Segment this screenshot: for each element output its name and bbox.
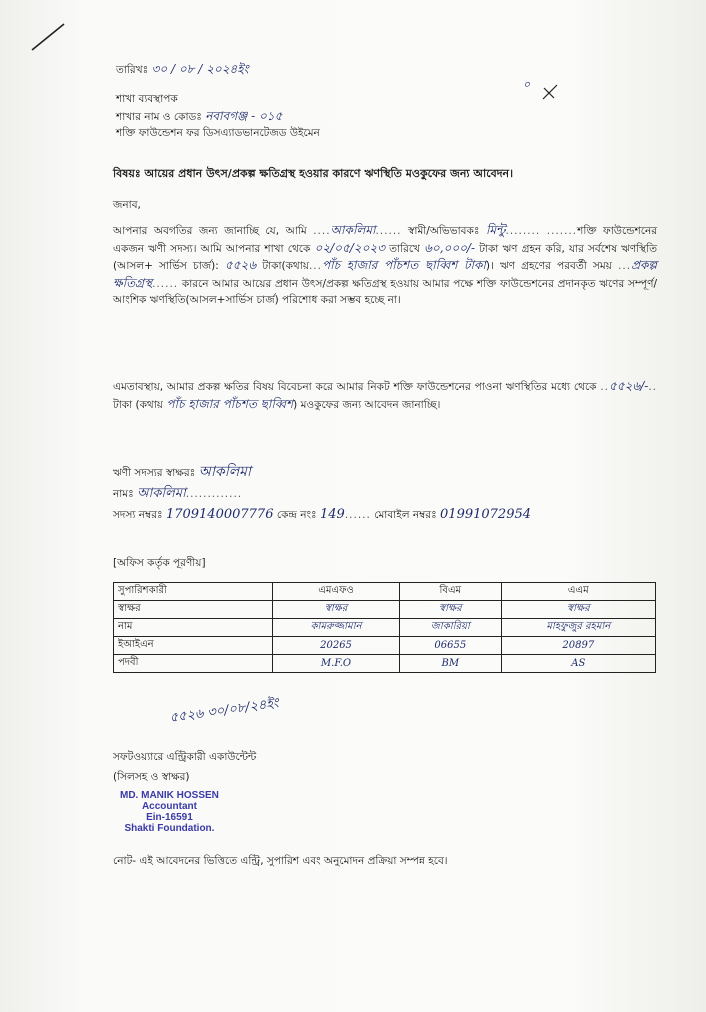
member-signature-line: [113, 465, 251, 480]
row-label: স্বাক্ষর: [114, 601, 273, 619]
table-cell: স্বাক্ষর: [273, 601, 400, 619]
accountant-stamp: [120, 790, 219, 834]
body-paragraph-2: এমতাবস্থায়, আমার প্রকল্প ক্ষতির বিষয় বিবেচনা করে আমার নিকট শক্তি ফাউন্ডেশনের পাওনা ঋণস্থিতির মধ্যে থেকে ..৫৫২৬/-.. টাকা (কথায় পাঁচ হাজার পাঁচশত ছাব্বিশ) মওকুফের জন্য আবেদন জানাচ্ছি।: [113, 379, 657, 411]
guardian-fill: মিন্টু: [485, 223, 506, 237]
table-cell: M.F.O: [273, 655, 400, 673]
margin-note: ০: [523, 78, 531, 91]
mobile-label: মোবাইল নম্বরঃ: [374, 509, 437, 521]
branch-line: [116, 109, 282, 124]
stamp-line: MD. MANIK HOSSEN: [120, 790, 219, 801]
balance-fill: ৫৫২৬: [224, 258, 257, 272]
table-cell: AS: [501, 655, 655, 673]
office-use-label: [অফিস কর্তৃক পূরণীয়]: [113, 557, 206, 569]
margin-cross-mark: [540, 82, 560, 102]
row-label: ইআইএন: [114, 637, 273, 655]
branch-value: নবাবগঞ্জ - ০১৫: [205, 109, 283, 123]
accountant-date-note: ৫৫২৬ ৩০/০৮/২৪ইং: [168, 695, 280, 726]
center-label: কেন্দ্র নংঃ: [276, 509, 317, 521]
member-name-fill: আকলিমা: [330, 223, 376, 237]
table-header-row: [114, 583, 656, 601]
waive-amount-fill: ৫৫২৬/-: [609, 379, 649, 393]
table-cell: 20897: [501, 637, 655, 655]
date-value: ৩০ / ০৮ / ২০২৪ইং: [151, 62, 249, 76]
table-cell: মাহফুজুর রহমান: [501, 619, 655, 637]
member-name-line: নামঃ আকলিমা.............: [113, 486, 243, 501]
p1-text-f: টাকা(কথায়: [262, 260, 309, 272]
p1-text-b: স্বামী/অভিভাবকঃ: [408, 225, 480, 237]
table-cell: 20265: [273, 637, 400, 655]
balance-words-fill: পাঁচ হাজার পাঁচশত ছাব্বিশ টাকা: [321, 258, 486, 272]
p1-text-d: তারিখে: [389, 242, 420, 255]
footer-note: নোট- এই আবেদনের ভিত্তিতে এন্ট্রি, সুপারিশ এবং অনুমোদন প্রক্রিয়া সম্পন্ন হবে।: [113, 855, 448, 867]
waive-words-fill: পাঁচ হাজার পাঁচশত ছাব্বিশ: [166, 396, 294, 411]
date-label: তারিখঃ: [116, 64, 149, 76]
table-cell: স্বাক্ষর: [501, 601, 655, 619]
p2-text-b: টাকা (কথায়: [113, 398, 163, 411]
org-name: শক্তি ফাউন্ডেশন ফর ডিসএ্যাডভানটেজড উইমেন: [116, 127, 320, 139]
table-header: সুপারিশকারী: [114, 583, 273, 601]
table-row: [114, 601, 656, 619]
member-signature: আকলিমা: [198, 464, 251, 480]
table-cell: স্বাক্ষর: [400, 601, 502, 619]
stamp-line: Ein-16591: [146, 812, 193, 823]
subject-line: বিষয়ঃ আয়ের প্রধান উৎস/প্রকল্প ক্ষতিগ্রস্থ হওয়ার কারণে ঋণস্থিতি মওকুফের জন্য আবেদন।: [113, 167, 514, 180]
cause-fill: প্রকল্প ক্ষতিগ্রস্থ: [113, 258, 657, 290]
mobile-value: 01991072954: [440, 507, 532, 522]
p1-text-h: কারনে আমার আয়ের প্রধান উৎস/প্রকল্প ক্ষতিগ্রস্থ হওয়ায় আমার পক্ষে শক্তি ফাউন্ডেশনের প্রদানকৃত ঋণের সম্পূর্ণ/আংশিক ঋণস্থিতি(আসল+সার্ভিস চার্জ) পরিশোধ করা সম্ভব হচ্ছে না।: [113, 277, 657, 306]
stamp-line: Shakti Foundation.: [124, 823, 215, 834]
body-paragraph-1: আপনার অবগতির জন্য জানাচ্ছি যে, আমি ....আকলিমা...... স্বামী/অভিভাবকঃ মিন্টু........ .......শক্তি ফাউন্ডেশনের একজন ঋণী সদস্য। আমি আপনার শাখা থেকে ০২/০৫/২০২৩ তারিখে ৬০,০০০/- টাকা ঋণ গ্রহন করি, যার সর্বশেষ ঋণস্থিতি (আসল+ সার্ভিস চার্জ): ৫৫২৬ টাকা(কথায়...পাঁচ হাজার পাঁচশত ছাব্বিশ টাকা)। ঋণ গ্রহণের পরবর্তী সময় ...প্রকল্প ক্ষতিগ্রস্থ...... কারনে আমার আয়ের প্রধান উৎস/প্রকল্প ক্ষতিগ্রস্থ হওয়ায় আমার পক্ষে শক্তি ফাউন্ডেশনের প্রদানকৃত ঋণের সম্পূর্ণ/আংশিক ঋণস্থিতি(আসল+সার্ভিস চার্জ) পরিশোধ করা সম্ভব হচ্ছে না।: [113, 223, 658, 306]
p1-text-e: টাকা ঋণ গ্রহন করি, যার সর্বশেষ ঋণস্থিতি (আসল+ সার্ভিস চার্জ):: [113, 242, 657, 272]
loan-amount-fill: ৬০,০০০/-: [424, 240, 476, 255]
accountant-sublabel: (সিলসহ ও স্বাক্ষর): [113, 771, 190, 783]
table-row: [114, 637, 656, 655]
salutation: জনাব,: [113, 199, 141, 211]
member-sign-label: ঋণী সদস্যর স্বাক্ষরঃ: [113, 467, 196, 479]
row-label: নাম: [114, 619, 273, 637]
table-cell: 06655: [400, 637, 502, 655]
table-cell: BM: [400, 655, 502, 673]
table-row: [114, 655, 656, 673]
member-name-label: নামঃ: [113, 488, 134, 500]
branch-label: শাখার নাম ও কোডঃ: [116, 111, 202, 123]
recipient-title: শাখা ব্যবস্থাপক: [116, 93, 178, 105]
table-header: এএম: [501, 583, 655, 601]
p1-text-a: আপনার অবগতির জন্য জানাচ্ছি যে, আমি: [113, 225, 307, 237]
table-cell: কামরুজ্জামান: [273, 619, 400, 637]
member-id-label: সদস্য নম্বরঃ: [113, 509, 163, 521]
p2-text-c: মওকুফের জন্য আবেদন জানাচ্ছি।: [300, 398, 441, 411]
table-cell: জাকারিয়া: [400, 619, 502, 637]
pen-slash-mark: [30, 22, 70, 54]
row-label: পদবী: [114, 655, 273, 673]
recommendation-table: [113, 582, 656, 673]
p2-text-a: এমতাবস্থায়, আমার প্রকল্প ক্ষতির বিষয় বিবেচনা করে আমার নিকট শক্তি ফাউন্ডেশনের পাওনা ঋণস্থিতির মধ্যে থেকে: [113, 381, 597, 393]
p1-text-g: )। ঋণ গ্রহণের পরবর্তী সময়: [485, 260, 612, 272]
loan-date-fill: ০২/০৫/২০২৩: [314, 240, 385, 255]
stamp-line: Accountant: [141, 801, 197, 812]
center-value: 149: [320, 507, 345, 522]
member-id-value: 1709140007776: [165, 507, 274, 522]
member-id-line: সদস্য নম্বরঃ 1709140007776 কেন্দ্র নংঃ 149...... মোবাইল নম্বরঃ 01991072954: [113, 507, 532, 522]
table-row: [114, 619, 656, 637]
date-line: [116, 62, 249, 77]
member-name-value: আকলিমা: [137, 486, 186, 501]
table-header: এমএফও: [273, 583, 400, 601]
accountant-label: সফটওয়্যারে এন্ট্রিকারী একাউন্টেন্ট: [113, 751, 257, 763]
table-header: বিএম: [400, 583, 502, 601]
p1-text-c: শক্তি ফাউন্ডেশনের একজন ঋণী সদস্য। আমি আপনার শাখা থেকে: [113, 225, 658, 255]
